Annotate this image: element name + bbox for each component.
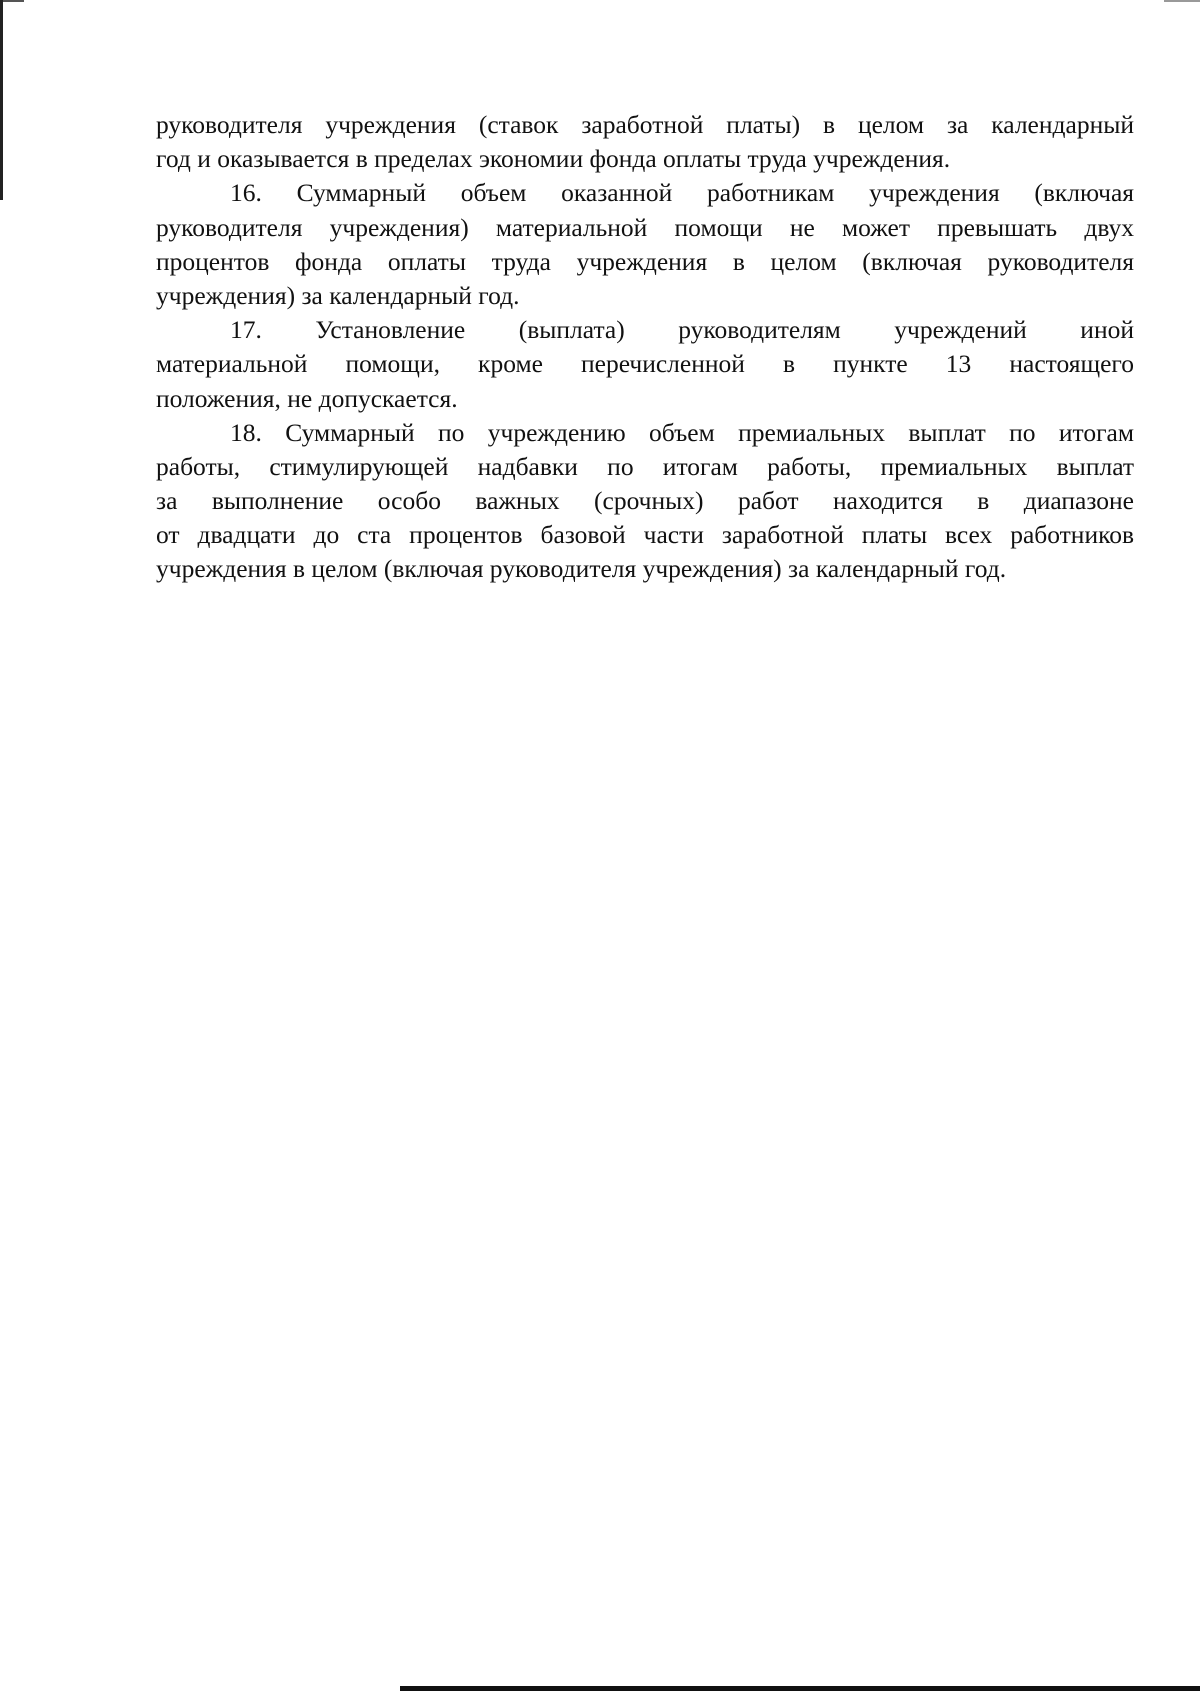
paragraph-18-line: учреждения в целом (включая руководителя учреждения) за календарный год. — [156, 554, 1007, 584]
paragraph-18-line: 18. Суммарный по учреждению объем премиальных выплат по итогам — [230, 417, 1134, 447]
paragraph-16-line: процентов фонда оплаты труда учреждения в целом (включая руководителя — [156, 246, 1134, 276]
scan-edge-left — [0, 0, 3, 200]
paragraph-16-line: учреждения) за календарный год. — [156, 280, 520, 310]
paragraph-16-line: руководителя учреждения) материальной помощи не может превышать двух — [156, 212, 1134, 242]
document-body — [156, 108, 1134, 587]
paragraph-17-line: положения, не допускается. — [156, 383, 458, 413]
paragraph-line: руководителя учреждения (ставок заработной платы) в целом за календарный — [156, 110, 1134, 139]
paragraph-18-line: за выполнение особо важных (срочных) работ находится в диапазоне — [156, 486, 1134, 516]
paragraph-line: год и оказывается в пределах экономии фонда оплаты труда учреждения. — [156, 144, 951, 174]
paragraph-18-line: работы, стимулирующей надбавки по итогам работы, премиальных выплат — [156, 451, 1134, 481]
scan-edge-bottom — [400, 1686, 1200, 1691]
paragraph-18-line: от двадцати до ста процентов базовой части заработной платы всех работников — [156, 520, 1134, 550]
paragraph-16-line: 16. Суммарный объем оказанной работникам учреждения (включая — [230, 178, 1134, 208]
scan-edge-top — [0, 0, 1200, 2]
paragraph-17-line: 17. Установление (выплата) руководителям учреждений иной — [230, 315, 1134, 345]
paragraph-17-line: материальной помощи, кроме перечисленной в пункте 13 настоящего — [156, 349, 1134, 379]
